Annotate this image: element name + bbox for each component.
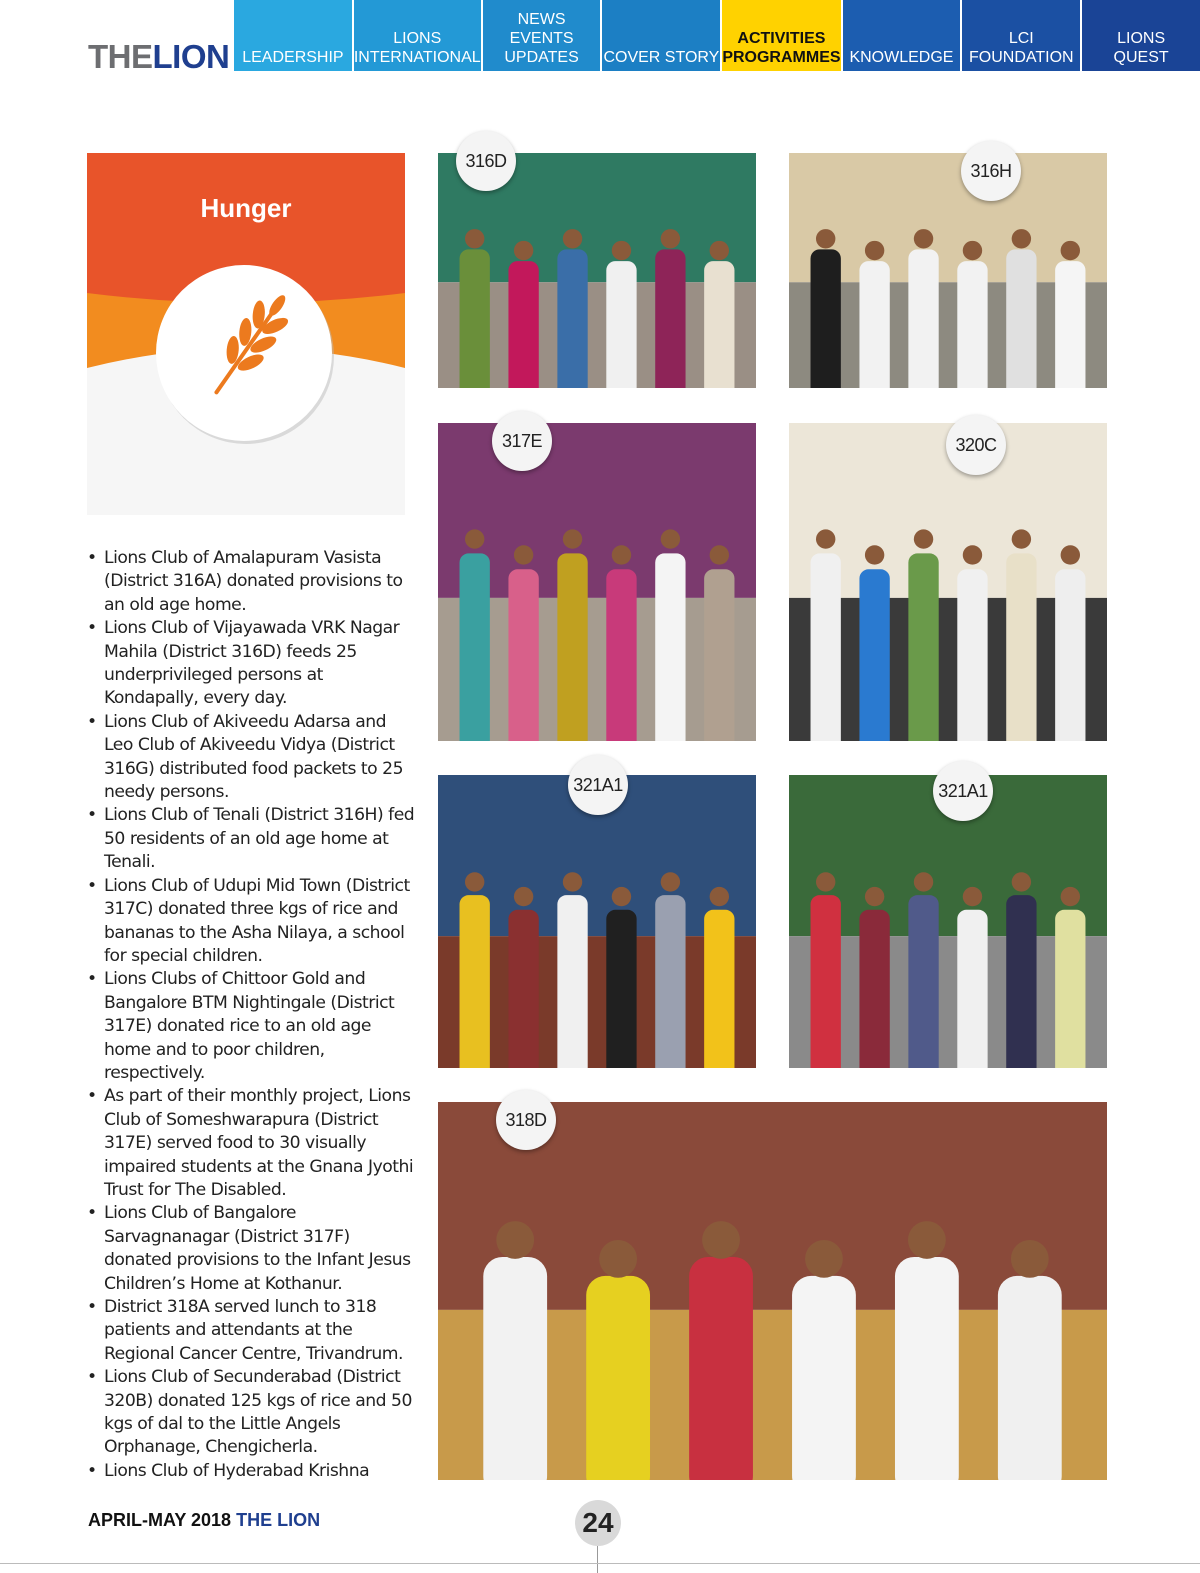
photo-318d-image: [438, 1102, 1107, 1480]
person-head: [465, 872, 484, 891]
nav-tab-lions-quest[interactable]: LIONS QUEST: [1082, 0, 1200, 71]
person-head: [1061, 887, 1080, 906]
person-head: [816, 529, 835, 548]
person-body: [811, 895, 841, 1068]
person-body: [704, 569, 734, 741]
activity-item: • Lions Club of Akiveedu Adarsa and Leo Club of Akiveedu Vidya (District 316G) distributed food packets to 25 needy persons.: [87, 711, 417, 805]
photo-317e: [438, 423, 756, 741]
person-body: [1055, 910, 1085, 1068]
person-body: [460, 553, 490, 741]
page-footer: [88, 1510, 320, 1531]
person-head: [514, 241, 533, 260]
photo-321a1-left-image: [438, 775, 756, 1068]
person-body: [1055, 569, 1085, 741]
person-head: [865, 887, 884, 906]
person-body: [483, 1257, 547, 1480]
activity-item: • Lions Club of Vijayawada VRK Nagar Mahila (District 316D) feeds 25 underprivileged persons at Kondapally, every day.: [87, 617, 417, 711]
activity-item: • Lions Club of Tenali (District 316H) fed 50 residents of an old age home at Tenali.: [87, 804, 417, 874]
person-head: [816, 229, 835, 248]
person-body: [655, 553, 685, 741]
person-body: [557, 249, 587, 388]
nav-tab-news-events-updates[interactable]: NEWS EVENTS UPDATES: [483, 0, 603, 71]
photo-316d: [438, 150, 756, 388]
person-head: [1061, 241, 1080, 260]
person-body: [704, 261, 734, 388]
photo-316h: [789, 153, 1107, 388]
person-body: [895, 1257, 959, 1480]
person-body: [859, 569, 889, 741]
person-body: [957, 261, 987, 388]
person-body: [811, 553, 841, 741]
nav-tab-activities-programmes[interactable]: ACTIVITIES PROGRAMMES: [722, 0, 842, 71]
person-head: [563, 872, 582, 891]
activity-item: • Lions Club of Secunderabad (District 320B) donated 125 kgs of rice and 50 kgs of dal to the Little Angels Orphanage, Chengicherla.: [87, 1366, 417, 1460]
activity-item: • Lions Club of Amalapuram Vasista (District 316A) donated provisions to an old age home.: [87, 547, 417, 617]
person-head: [465, 529, 484, 548]
person-head: [963, 241, 982, 260]
person-head: [563, 229, 582, 248]
person-body: [1006, 553, 1036, 741]
district-badge: 320C: [946, 415, 1006, 475]
photo-321a1-left: [438, 775, 756, 1068]
activity-list: [87, 547, 417, 1483]
person-head: [710, 241, 729, 260]
person-head: [514, 887, 533, 906]
issue-date: APRIL-MAY 2018: [88, 1510, 232, 1530]
person-head: [563, 529, 582, 548]
activity-item: • Lions Club of Udupi Mid Town (District 317C) donated three kgs of rice and bananas to the Asha Nilaya, a school for special children.: [87, 875, 417, 969]
person-body: [998, 1276, 1062, 1480]
person-body: [908, 553, 938, 741]
person-body: [1006, 895, 1036, 1068]
nav-tab-lions-international[interactable]: LIONS INTERNATIONAL: [354, 0, 483, 71]
person-head: [963, 545, 982, 564]
person-head: [661, 872, 680, 891]
person-head: [599, 1240, 637, 1278]
nav-tab-knowledge[interactable]: KNOWLEDGE: [843, 0, 963, 71]
person-head: [661, 229, 680, 248]
person-head: [1011, 1240, 1049, 1278]
person-body: [908, 249, 938, 388]
photo-317e-image: [438, 423, 756, 741]
person-head: [661, 529, 680, 548]
person-body: [655, 249, 685, 388]
page-bottom-edge: [0, 1563, 1200, 1564]
person-body: [586, 1276, 650, 1480]
person-body: [792, 1276, 856, 1480]
photo-321a1-right-image: [789, 775, 1107, 1068]
person-head: [908, 1221, 946, 1259]
person-head: [1061, 545, 1080, 564]
person-body: [811, 249, 841, 388]
person-head: [1012, 872, 1031, 891]
person-body: [1006, 249, 1036, 388]
person-body: [606, 261, 636, 388]
person-body: [859, 261, 889, 388]
person-head: [914, 229, 933, 248]
person-head: [865, 241, 884, 260]
person-body: [704, 910, 734, 1068]
person-body: [557, 895, 587, 1068]
person-body: [606, 910, 636, 1068]
district-badge: 321A1: [933, 761, 993, 821]
person-head: [914, 872, 933, 891]
person-head: [612, 887, 631, 906]
person-body: [908, 895, 938, 1068]
section-nav: [234, 0, 1200, 71]
hunger-title: Hunger: [200, 193, 292, 223]
page-number-rule: [597, 1546, 598, 1573]
person-head: [702, 1221, 740, 1259]
person-body: [460, 895, 490, 1068]
person-body: [557, 553, 587, 741]
person-body: [606, 569, 636, 741]
person-head: [865, 545, 884, 564]
activity-item: • As part of their monthly project, Lions Club of Someshwarapura (District 317E) served food to 30 visually impaired students at the Gnana Jyothi Trust for The Disabled.: [87, 1085, 417, 1202]
nav-tab-cover-story[interactable]: COVER STORY: [602, 0, 722, 71]
person-body: [508, 261, 538, 388]
person-body: [508, 910, 538, 1068]
hunger-feature-card: [87, 153, 405, 515]
photo-321a1-right: [789, 775, 1107, 1068]
person-head: [710, 545, 729, 564]
district-badge: 318D: [496, 1090, 556, 1150]
logo-the: THE: [88, 38, 153, 75]
person-body: [689, 1257, 753, 1480]
person-body: [957, 910, 987, 1068]
person-head: [612, 545, 631, 564]
person-head: [710, 887, 729, 906]
person-head: [963, 887, 982, 906]
person-head: [514, 545, 533, 564]
nav-tab-lci-foundation[interactable]: LCI FOUNDATION: [962, 0, 1082, 71]
person-head: [1012, 529, 1031, 548]
footer-magazine-name: THE LION: [236, 1510, 321, 1530]
logo-lion: LION: [152, 38, 230, 75]
person-body: [957, 569, 987, 741]
person-head: [465, 229, 484, 248]
activity-item: • District 318A served lunch to 318 patients and attendants at the Regional Cancer Centre, Trivandrum.: [87, 1296, 417, 1366]
magazine-logo: [88, 38, 229, 76]
district-badge: 321A1: [568, 755, 628, 815]
nav-tab-leadership[interactable]: LEADERSHIP: [234, 0, 354, 71]
photo-320c: [789, 423, 1107, 741]
person-head: [612, 241, 631, 260]
photo-318d: [438, 1102, 1107, 1480]
district-badge: 317E: [492, 411, 552, 471]
photo-320c-image: [789, 423, 1107, 741]
person-head: [816, 872, 835, 891]
photo-316h-image: [789, 153, 1107, 388]
person-head: [496, 1221, 534, 1259]
activity-item: • Lions Club of Hyderabad Krishna: [87, 1460, 417, 1483]
person-body: [859, 910, 889, 1068]
person-body: [1055, 261, 1085, 388]
person-head: [805, 1240, 843, 1278]
district-badge: 316H: [961, 141, 1021, 201]
person-body: [508, 569, 538, 741]
person-head: [914, 529, 933, 548]
person-body: [460, 249, 490, 388]
activity-item: • Lions Club of Bangalore Sarvagnanagar (District 317F) donated provisions to the Infant Jesus Children’s Home at Kothanur.: [87, 1202, 417, 1296]
page-number: 24: [575, 1500, 621, 1546]
person-body: [655, 895, 685, 1068]
district-badge: 316D: [456, 131, 516, 191]
activity-item: • Lions Clubs of Chittoor Gold and Bangalore BTM Nightingale (District 317E) donated rice to an old age home and to poor children, respectively.: [87, 968, 417, 1085]
person-head: [1012, 229, 1031, 248]
